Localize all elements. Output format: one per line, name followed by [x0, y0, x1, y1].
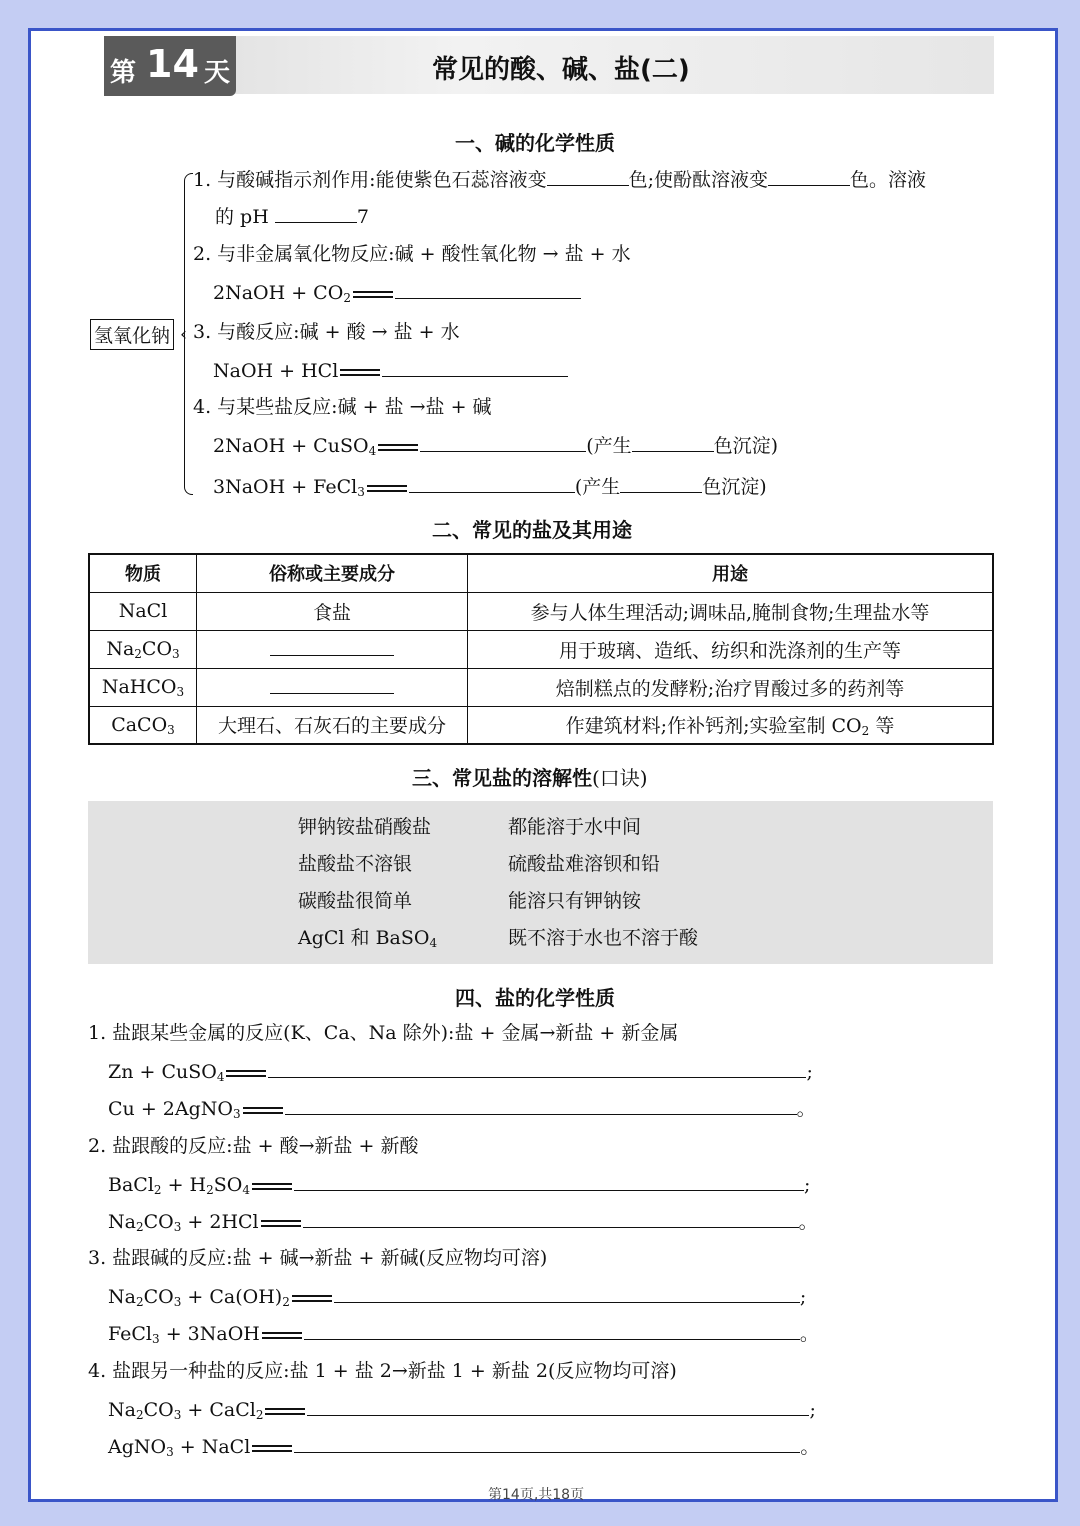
item2-line: 2. 与非金属氧化物反应:碱 + 酸性氧化物 → 盐 + 水 [193, 243, 631, 265]
equals-sign [243, 1107, 283, 1114]
precip-text-b: 色沉淀) [713, 435, 779, 457]
item1-text-d: 的 pH [215, 206, 269, 228]
blank-phenolphthalein[interactable] [768, 167, 850, 186]
q3-eq1: $Na_2CO_3 + Ca(OH)_2$ ; [108, 1286, 807, 1309]
q2-eq2: $Na_2CO_3 + 2HCl$ 。 [108, 1211, 818, 1234]
mnemonic-right-3: 能溶只有钾钠铵 [508, 890, 642, 912]
mnemonic-left-4: AgCl 和 BaSO$_4$ [298, 927, 438, 950]
cell-common-name [197, 668, 468, 706]
item1-line2 [215, 204, 369, 229]
equals-sign [226, 1070, 266, 1077]
cell-substance: $Na_2CO_3$ [89, 630, 197, 668]
section2-heading: 二、常见的盐及其用途 [432, 518, 632, 542]
item2-eq-text: 2NaOH + CO [213, 282, 344, 304]
blank-na2co3-caoh2[interactable] [334, 1284, 800, 1303]
mnemonic-left-4-text: AgCl 和 BaSO [298, 927, 430, 949]
blank-agno3-nacl[interactable] [294, 1434, 800, 1453]
q4-eq1: $Na_2CO_3$ + CaCl$_2$ ; [108, 1399, 816, 1422]
cell-use: 作建筑材料;作补钙剂;实验室制 $CO_2$ 等 [468, 706, 994, 744]
q4-eq2: AgNO$_3$ + NaCl 。 [108, 1436, 820, 1459]
mnemonic-right-4: 既不溶于水也不溶于酸 [508, 927, 699, 949]
blank-na2co3-hcl[interactable] [303, 1209, 799, 1228]
period: 。 [799, 1323, 819, 1345]
naoh-label: 氢氧化钠 [90, 319, 174, 350]
q2-title: 2. 盐跟酸的反应:盐 + 酸→新盐 + 新酸 [88, 1135, 419, 1157]
table-row [89, 668, 993, 706]
cell-use: 参与人体生理活动;调味品,腌制食物;生理盐水等 [468, 592, 994, 630]
day-suffix: 天 [204, 58, 231, 88]
section1-heading: 一、碱的化学性质 [455, 131, 615, 155]
item1-text-b: 色;使酚酞溶液变 [628, 169, 768, 191]
mnemonic-right-2: 硫酸盐难溶钡和铅 [508, 853, 661, 875]
section3-note: (口诀) [592, 766, 648, 790]
q2-eq1: BaCl$_2$ + $H_2SO_4$ ; [108, 1174, 811, 1197]
item1-text-e: 7 [356, 206, 369, 228]
blank-cu-precip-color[interactable] [632, 433, 714, 452]
q1-title: 1. 盐跟某些金属的反应(K、Ca、Na 除外):盐 + 金属→新盐 + 新金属 [88, 1022, 679, 1044]
section3-heading [412, 762, 648, 791]
col-header-substance: 物质 [89, 554, 197, 592]
col-header-common-name: 俗称或主要成分 [197, 554, 468, 592]
table-row [89, 592, 993, 630]
q1-eq1: Zn + CuSO$_4$ ; [108, 1061, 813, 1084]
blank-cu-agno3[interactable] [285, 1096, 797, 1115]
brace-tip: ‹ [180, 324, 188, 345]
item3-eq-text: NaOH + HCl [213, 360, 339, 382]
page-title: 常见的酸、碱、盐(二) [432, 55, 690, 85]
section4-heading: 四、盐的化学性质 [455, 986, 615, 1010]
col-header-use: 用途 [468, 554, 994, 592]
q4-title: 4. 盐跟另一种盐的反应:盐 1 + 盐 2→新盐 1 + 新盐 2(反应物均可溶) [88, 1360, 677, 1382]
item2-equation: 2NaOH + $CO_2$ [213, 280, 581, 305]
table-row [89, 706, 993, 744]
semicolon: ; [799, 1286, 807, 1308]
item4-eq2-text: 3NaOH + FeCl [213, 476, 358, 498]
period: 。 [796, 1098, 816, 1120]
item4-eq1-text: 2NaOH + CuSO [213, 435, 369, 457]
blank-na2co3-name[interactable] [270, 637, 394, 656]
semicolon: ; [809, 1399, 816, 1421]
salts-table [88, 553, 994, 745]
blank-litmus[interactable] [547, 167, 629, 186]
item1-line1 [193, 167, 926, 192]
cell-use: 用于玻璃、造纸、纺织和洗涤剂的生产等 [468, 630, 994, 668]
precip-text-a: (产生 [574, 476, 621, 498]
equals-sign [378, 444, 418, 451]
blank-naoh-co2[interactable] [395, 280, 581, 299]
cell-common-name: 食盐 [197, 592, 468, 630]
equals-sign [265, 1408, 305, 1415]
equals-sign [340, 369, 380, 376]
q1-eq2: Cu + 2AgNO$_3$ 。 [108, 1098, 816, 1121]
blank-naoh-cuso4[interactable] [420, 433, 586, 452]
section3-title: 三、常见盐的溶解性 [412, 766, 592, 790]
cell-use: 焙制糕点的发酵粉;治疗胃酸过多的药剂等 [468, 668, 994, 706]
item3-equation [213, 358, 568, 383]
blank-bacl2-h2so4[interactable] [294, 1172, 804, 1191]
item4-line: 4. 与某些盐反应:碱 + 盐 →盐 + 碱 [193, 396, 492, 418]
blank-fe-precip-color[interactable] [620, 474, 702, 493]
item3-line: 3. 与酸反应:碱 + 酸 → 盐 + 水 [193, 321, 460, 343]
item1-text-a: 1. 与酸碱指示剂作用:能使紫色石蕊溶液变 [193, 169, 547, 191]
equals-sign [262, 1332, 302, 1339]
blank-nahco3-name[interactable] [270, 675, 394, 694]
mnemonic-right-1: 都能溶于水中间 [508, 816, 642, 838]
day-number: 14 [146, 42, 199, 86]
precip-text-b: 色沉淀) [702, 476, 767, 498]
blank-naoh-hcl[interactable] [382, 358, 568, 377]
cell-substance: NaCl [89, 592, 197, 630]
period: 。 [800, 1436, 820, 1458]
item4-equation2: 3NaOH + FeCl$_3$ (产生 色沉淀) [213, 476, 767, 499]
blank-ph[interactable] [275, 204, 357, 223]
blank-na2co3-cacl2[interactable] [307, 1397, 809, 1416]
equals-sign [252, 1183, 292, 1190]
blank-fecl3-naoh[interactable] [304, 1321, 800, 1340]
q3-eq2: FeCl$_3$ + 3NaOH 。 [108, 1323, 819, 1346]
precip-text-a: (产生 [586, 435, 632, 457]
table-row [89, 630, 993, 668]
item1-text-c: 色。溶液 [849, 169, 926, 191]
cell-substance: CaCO$_3$ [89, 706, 197, 744]
blank-naoh-fecl3[interactable] [409, 474, 575, 493]
mnemonic-left-2: 盐酸盐不溶银 [298, 853, 413, 875]
blank-zn-cuso4[interactable] [268, 1059, 806, 1078]
semicolon: ; [804, 1174, 811, 1196]
equals-sign [367, 485, 407, 492]
equals-sign [252, 1445, 292, 1452]
page-footer: 第14页,共18页 [488, 1487, 585, 1503]
semicolon: ; [806, 1061, 813, 1083]
cell-common-name: 大理石、石灰石的主要成分 [197, 706, 468, 744]
q3-title: 3. 盐跟碱的反应:盐 + 碱→新盐 + 新碱(反应物均可溶) [88, 1247, 548, 1269]
period: 。 [798, 1211, 818, 1233]
mnemonic-left-1: 钾钠铵盐硝酸盐 [298, 816, 432, 838]
cell-substance: NaHCO$_3$ [89, 668, 197, 706]
mnemonic-left-3: 碳酸盐很简单 [298, 890, 413, 912]
cell-common-name [197, 630, 468, 668]
equals-sign [292, 1295, 332, 1302]
equals-sign [353, 291, 393, 298]
equals-sign [261, 1220, 301, 1227]
item4-equation1: 2NaOH + CuSO$_4$ (产生 色沉淀) [213, 435, 779, 458]
day-badge [104, 36, 236, 96]
day-prefix: 第 [110, 58, 137, 88]
